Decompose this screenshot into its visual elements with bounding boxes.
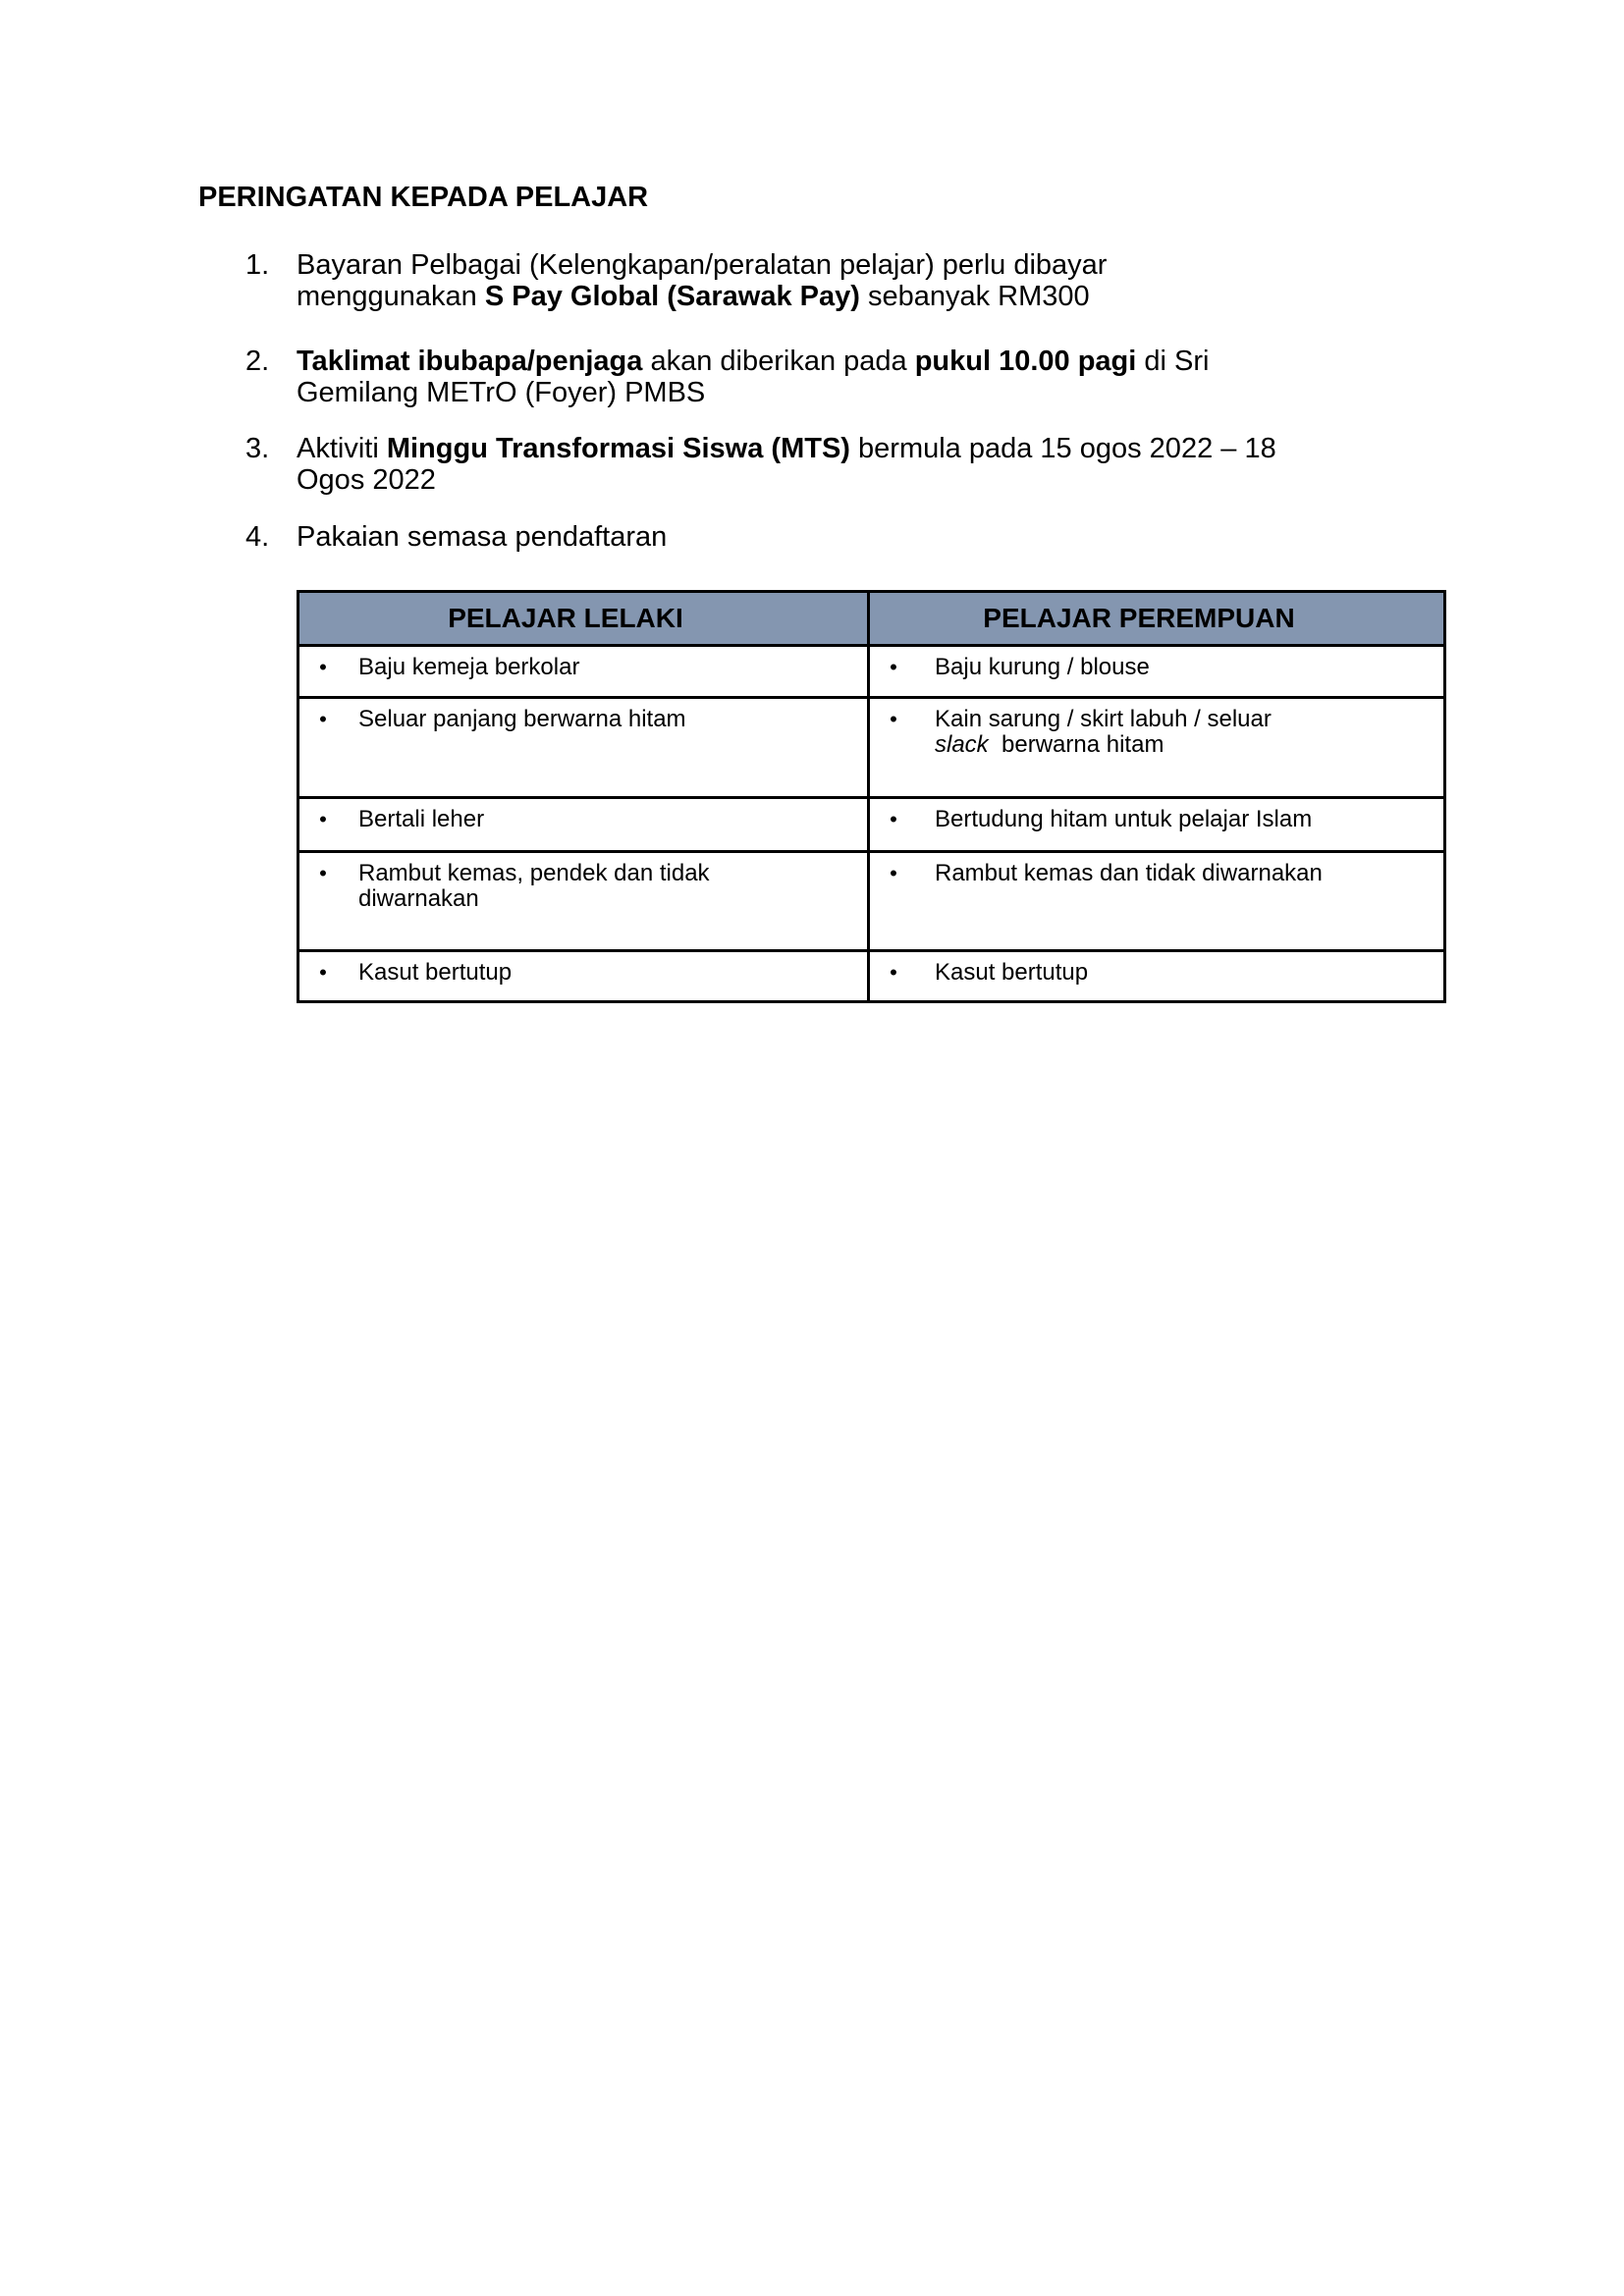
cell-text: Bertali leher bbox=[358, 806, 485, 832]
text-run: sebanyak RM300 bbox=[859, 281, 1090, 312]
list-item-text bbox=[297, 521, 1455, 553]
header-label: PELAJAR LELAKI bbox=[448, 603, 683, 633]
cell-text: Kasut bertutup bbox=[358, 959, 513, 986]
cell-text: Bertudung hitam untuk pelajar Islam bbox=[935, 806, 1313, 832]
cell-text: Seluar panjang berwarna hitam bbox=[358, 706, 686, 732]
text-run: Gemilang METrO (Foyer) PMBS bbox=[297, 377, 706, 408]
cell-male bbox=[298, 798, 869, 852]
cell-female bbox=[869, 852, 1445, 951]
cell-text: Rambut kemas dan tidak diwarnakan bbox=[935, 860, 1323, 886]
list-number: 1. bbox=[245, 249, 270, 281]
page-title: PERINGATAN KEPADA PELAJAR bbox=[198, 182, 649, 213]
cell-male bbox=[298, 646, 869, 698]
cell-text: Rambut kemas, pendek dan tidak bbox=[358, 860, 710, 886]
text-line bbox=[297, 249, 1455, 281]
bullet-icon: • bbox=[319, 655, 327, 679]
list-number: 3. bbox=[245, 433, 270, 464]
table-row bbox=[298, 798, 1445, 852]
cell-text: Kasut bertutup bbox=[935, 959, 1089, 986]
list-item-text bbox=[297, 433, 1455, 496]
cell-male bbox=[298, 852, 869, 951]
text-line bbox=[297, 346, 1455, 377]
text-run: menggunakan bbox=[297, 281, 485, 312]
text-run: di Sri bbox=[1136, 346, 1210, 377]
bullet-icon: • bbox=[319, 707, 327, 731]
bullet-icon: • bbox=[890, 807, 897, 831]
header-male-students bbox=[298, 592, 869, 646]
cell-text: Baju kurung / blouse bbox=[935, 654, 1150, 680]
list-number: 4. bbox=[245, 521, 270, 553]
text-run: akan diberikan pada bbox=[642, 346, 915, 377]
cell-text: Kain sarung / skirt labuh / seluar bbox=[935, 706, 1272, 732]
list-item-text bbox=[297, 346, 1455, 408]
cell-text: Baju kemeja berkolar bbox=[358, 654, 580, 680]
table-row bbox=[298, 951, 1445, 1002]
bullet-icon: • bbox=[319, 960, 327, 985]
cell-female bbox=[869, 951, 1445, 1002]
table-row bbox=[298, 698, 1445, 798]
text-line bbox=[297, 433, 1455, 464]
bold-text-run: S Pay Global (Sarawak Pay) bbox=[484, 281, 860, 312]
bold-text-run: Taklimat ibubapa/penjaga bbox=[297, 346, 643, 377]
cell-text bbox=[935, 732, 1435, 758]
cell-female bbox=[869, 798, 1445, 852]
text-run: Pakaian semasa pendaftaran bbox=[297, 521, 668, 553]
text-run: Aktiviti bbox=[297, 433, 387, 464]
text-run: berwarna hitam bbox=[988, 731, 1164, 758]
bullet-icon: • bbox=[319, 861, 327, 885]
cell-text: diwarnakan bbox=[358, 885, 479, 912]
dress-code-table bbox=[297, 590, 1446, 1003]
text-line bbox=[297, 464, 1455, 496]
text-line bbox=[297, 281, 1455, 312]
text-run: Bayaran Pelbagai (Kelengkapan/peralatan pelajar) perlu dibayar bbox=[297, 249, 1108, 281]
table-header-row bbox=[298, 592, 1445, 646]
cell-female bbox=[869, 698, 1445, 798]
cell-male bbox=[298, 698, 869, 798]
text-line bbox=[297, 377, 1455, 408]
cell-female bbox=[869, 646, 1445, 698]
bullet-icon: • bbox=[890, 655, 897, 679]
italic-text-run: slack bbox=[935, 731, 989, 758]
text-run: Ogos 2022 bbox=[297, 464, 436, 496]
text-line bbox=[297, 521, 1455, 553]
list-item-text bbox=[297, 249, 1455, 312]
bullet-icon: • bbox=[890, 960, 897, 985]
bold-text-run: pukul 10.00 pagi bbox=[914, 346, 1137, 377]
table-row bbox=[298, 852, 1445, 951]
bullet-icon: • bbox=[890, 861, 897, 885]
bullet-icon: • bbox=[319, 807, 327, 831]
bold-text-run: Minggu Transformasi Siswa (MTS) bbox=[386, 433, 850, 464]
table-row bbox=[298, 646, 1445, 698]
text-run: bermula pada 15 ogos 2022 – 18 bbox=[849, 433, 1276, 464]
header-label: PELAJAR PEREMPUAN bbox=[983, 603, 1295, 633]
bullet-icon: • bbox=[890, 707, 897, 731]
cell-male bbox=[298, 951, 869, 1002]
list-number: 2. bbox=[245, 346, 270, 377]
header-female-students bbox=[869, 592, 1445, 646]
